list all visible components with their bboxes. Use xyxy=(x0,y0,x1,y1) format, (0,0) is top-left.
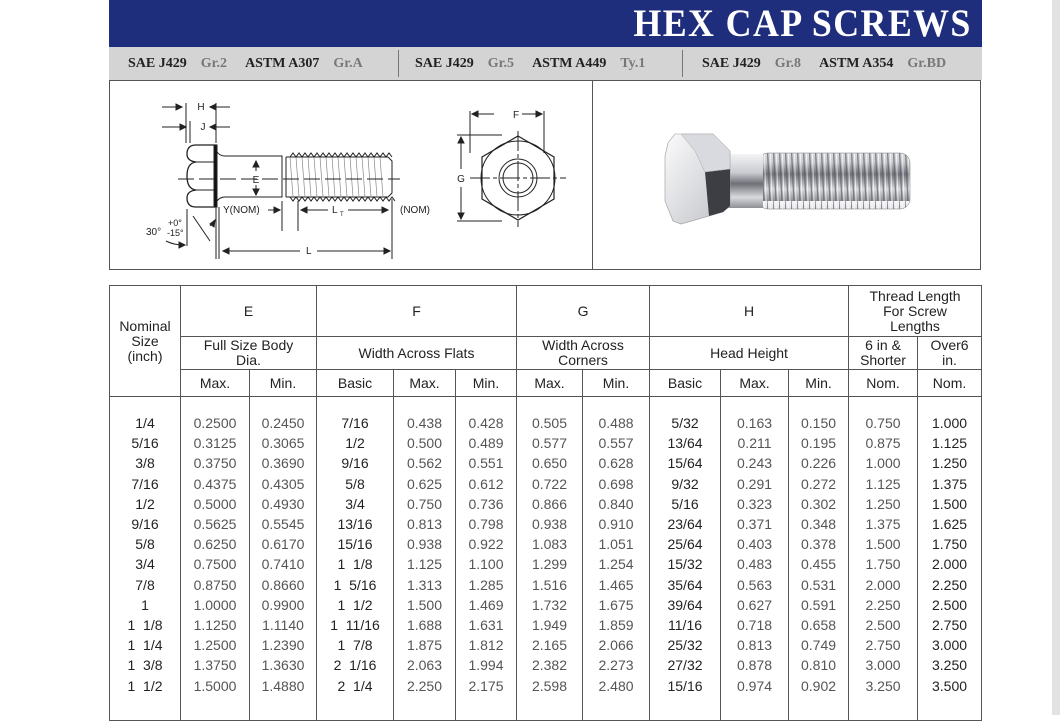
header-nominal-size: Nominal Size (inch) xyxy=(110,286,181,397)
cell-f-min: 0.489 xyxy=(456,433,517,453)
svg-text:G: G xyxy=(457,174,465,185)
svg-text:L: L xyxy=(306,246,312,257)
cell-thread-over6: 3.250 xyxy=(918,655,982,675)
cell-g-max: 2.382 xyxy=(517,655,583,675)
cell-e-min: 0.4930 xyxy=(250,494,317,514)
cell-f-min: 0.922 xyxy=(456,534,517,554)
col-header: Min. xyxy=(789,370,849,397)
cell-g-max: 1.949 xyxy=(517,615,583,635)
cell-f-basic: 2 1/4 xyxy=(317,675,394,695)
cell-thread-6in: 2.000 xyxy=(849,575,918,595)
cell-f-basic: 5/8 xyxy=(317,474,394,494)
bolt-dimension-drawing xyxy=(110,81,592,271)
subheader-width-corners: Width Across Corners xyxy=(517,337,650,370)
cell-nominal-size: 7/16 xyxy=(110,474,181,494)
cell-h-min: 0.195 xyxy=(789,433,849,453)
cell-f-max: 0.438 xyxy=(394,413,456,433)
cell-f-max: 1.313 xyxy=(394,575,456,595)
svg-text:J: J xyxy=(200,122,206,133)
spec-grade: Ty.1 xyxy=(620,55,646,71)
col-header: Max. xyxy=(394,370,456,397)
spec-group-3 xyxy=(702,47,964,80)
cell-e-min: 0.7410 xyxy=(250,554,317,574)
cell-nominal-size: 5/16 xyxy=(110,433,181,453)
cell-e-max: 0.5625 xyxy=(181,514,250,534)
cell-h-max: 0.813 xyxy=(721,635,789,655)
cell-thread-6in: 3.250 xyxy=(849,675,918,695)
cell-h-max: 0.878 xyxy=(721,655,789,675)
cell-thread-6in: 1.750 xyxy=(849,554,918,574)
cell-thread-6in: 1.125 xyxy=(849,474,918,494)
cell-f-basic: 1 11/16 xyxy=(317,615,394,635)
cell-g-max: 1.516 xyxy=(517,575,583,595)
spec-standard: ASTM A307 xyxy=(245,55,320,71)
cell-f-max: 0.562 xyxy=(394,453,456,473)
table-row xyxy=(110,635,982,655)
cell-thread-6in: 1.375 xyxy=(849,514,918,534)
cell-nominal-size: 3/8 xyxy=(110,453,181,473)
cell-thread-6in: 2.250 xyxy=(849,595,918,615)
svg-text:H: H xyxy=(197,102,205,113)
cell-g-min: 0.698 xyxy=(583,474,650,494)
cell-nominal-size: 1 1/8 xyxy=(110,615,181,635)
table-row xyxy=(110,494,982,514)
col-header: Min. xyxy=(583,370,650,397)
spec-bar xyxy=(109,47,982,80)
cell-nominal-size: 1 xyxy=(110,595,181,615)
cell-e-max: 0.3750 xyxy=(181,453,250,473)
cell-h-basic: 15/64 xyxy=(650,453,721,473)
cell-f-basic: 2 1/16 xyxy=(317,655,394,675)
cell-g-min: 2.480 xyxy=(583,675,650,695)
col-header: Max. xyxy=(721,370,789,397)
cell-f-basic: 1 1/2 xyxy=(317,595,394,615)
cell-nominal-size: 1 1/4 xyxy=(110,635,181,655)
cell-e-min: 1.3630 xyxy=(250,655,317,675)
cell-nominal-size: 1/2 xyxy=(110,494,181,514)
cell-h-basic: 25/32 xyxy=(650,635,721,655)
svg-text:(NOM): (NOM) xyxy=(400,205,430,216)
spec-standard: ASTM A354 xyxy=(819,55,894,71)
spec-grade: Gr.8 xyxy=(774,55,802,71)
cell-g-min: 1.254 xyxy=(583,554,650,574)
table-row xyxy=(110,675,982,695)
cell-g-min: 1.859 xyxy=(583,615,650,635)
cell-f-min: 1.994 xyxy=(456,655,517,675)
cell-h-min: 0.150 xyxy=(789,413,849,433)
cell-thread-6in: 3.000 xyxy=(849,655,918,675)
cell-h-min: 0.749 xyxy=(789,635,849,655)
cell-g-min: 0.840 xyxy=(583,494,650,514)
cell-f-min: 0.428 xyxy=(456,413,517,433)
cell-f-min: 1.631 xyxy=(456,615,517,635)
subheader-width-flats: Width Across Flats xyxy=(317,337,517,370)
cell-h-max: 0.974 xyxy=(721,675,789,695)
cell-f-min: 0.612 xyxy=(456,474,517,494)
cell-f-max: 2.250 xyxy=(394,675,456,695)
spec-standard: SAE J429 xyxy=(128,55,187,71)
diagram-panel xyxy=(109,80,981,270)
svg-text:T: T xyxy=(340,212,344,218)
cell-f-basic: 1/2 xyxy=(317,433,394,453)
cell-thread-over6: 2.000 xyxy=(918,554,982,574)
title-banner xyxy=(109,0,982,47)
cell-h-basic: 13/64 xyxy=(650,433,721,453)
table-body xyxy=(110,397,982,721)
cell-f-basic: 1 7/8 xyxy=(317,635,394,655)
cell-h-max: 0.163 xyxy=(721,413,789,433)
cell-thread-over6: 1.750 xyxy=(918,534,982,554)
cell-f-max: 0.938 xyxy=(394,534,456,554)
cell-f-basic: 1 1/8 xyxy=(317,554,394,574)
cell-h-max: 0.323 xyxy=(721,494,789,514)
header-e: E xyxy=(181,286,317,337)
cell-thread-over6: 2.250 xyxy=(918,575,982,595)
cell-thread-over6: 3.000 xyxy=(918,635,982,655)
cell-e-min: 1.2390 xyxy=(250,635,317,655)
cell-g-min: 2.273 xyxy=(583,655,650,675)
cell-thread-6in: 1.250 xyxy=(849,494,918,514)
cell-g-min: 0.557 xyxy=(583,433,650,453)
cell-e-min: 1.1140 xyxy=(250,615,317,635)
cell-e-max: 0.6250 xyxy=(181,534,250,554)
svg-text:+0°: +0° xyxy=(168,218,182,228)
cell-e-min: 1.4880 xyxy=(250,675,317,695)
cell-h-max: 0.718 xyxy=(721,615,789,635)
table-row xyxy=(110,433,982,453)
cell-g-min: 1.675 xyxy=(583,595,650,615)
spec-grade: Gr.BD xyxy=(907,55,947,71)
cell-g-max: 2.598 xyxy=(517,675,583,695)
cell-h-min: 0.455 xyxy=(789,554,849,574)
spec-group-1 xyxy=(128,47,381,80)
cell-h-min: 0.348 xyxy=(789,514,849,534)
cell-h-basic: 15/32 xyxy=(650,554,721,574)
cell-g-max: 0.505 xyxy=(517,413,583,433)
cell-f-max: 1.875 xyxy=(394,635,456,655)
spec-standard: SAE J429 xyxy=(702,55,761,71)
cell-thread-over6: 2.750 xyxy=(918,615,982,635)
cell-h-max: 0.403 xyxy=(721,534,789,554)
cell-g-max: 0.866 xyxy=(517,494,583,514)
cell-f-min: 2.175 xyxy=(456,675,517,695)
cell-nominal-size: 1/4 xyxy=(110,413,181,433)
svg-text:L: L xyxy=(332,205,338,216)
svg-text:Y(NOM): Y(NOM) xyxy=(223,205,260,216)
svg-text:30°: 30° xyxy=(146,227,162,238)
cell-g-max: 0.577 xyxy=(517,433,583,453)
cell-h-max: 0.627 xyxy=(721,595,789,615)
cell-f-min: 1.812 xyxy=(456,635,517,655)
cell-h-min: 0.302 xyxy=(789,494,849,514)
cell-e-min: 0.5545 xyxy=(250,514,317,534)
table-row xyxy=(110,655,982,675)
col-header: Min. xyxy=(250,370,317,397)
svg-text:-15°: -15° xyxy=(167,228,184,238)
header-f: F xyxy=(317,286,517,337)
cell-thread-6in: 1.500 xyxy=(849,534,918,554)
cell-h-max: 0.211 xyxy=(721,433,789,453)
col-header: Nom. xyxy=(918,370,982,397)
cell-h-max: 0.291 xyxy=(721,474,789,494)
cell-e-min: 0.6170 xyxy=(250,534,317,554)
cell-g-max: 1.732 xyxy=(517,595,583,615)
table-row xyxy=(110,595,982,615)
header-g: G xyxy=(517,286,650,337)
svg-text:E: E xyxy=(252,175,260,186)
table-end-row xyxy=(110,696,982,721)
cell-g-max: 2.165 xyxy=(517,635,583,655)
cell-e-max: 1.5000 xyxy=(181,675,250,695)
cell-h-min: 0.531 xyxy=(789,575,849,595)
spec-divider xyxy=(682,50,683,77)
cell-e-min: 0.8660 xyxy=(250,575,317,595)
cell-f-max: 0.625 xyxy=(394,474,456,494)
subheader-head-height: Head Height xyxy=(650,337,849,370)
cell-f-max: 2.063 xyxy=(394,655,456,675)
cell-g-min: 2.066 xyxy=(583,635,650,655)
cell-g-max: 1.083 xyxy=(517,534,583,554)
table-row xyxy=(110,514,982,534)
subheader-6in-shorter: 6 in & Shorter xyxy=(849,337,918,370)
cell-f-basic: 1 5/16 xyxy=(317,575,394,595)
cell-f-min: 0.798 xyxy=(456,514,517,534)
cell-g-min: 0.910 xyxy=(583,514,650,534)
cell-h-min: 0.902 xyxy=(789,675,849,695)
cell-thread-6in: 0.750 xyxy=(849,413,918,433)
table-row xyxy=(110,534,982,554)
cell-h-basic: 5/32 xyxy=(650,413,721,433)
cell-thread-over6: 1.500 xyxy=(918,494,982,514)
col-header: Basic xyxy=(317,370,394,397)
cell-thread-over6: 1.625 xyxy=(918,514,982,534)
col-header: Max. xyxy=(181,370,250,397)
table-row xyxy=(110,413,982,433)
spec-standard: SAE J429 xyxy=(415,55,474,71)
cell-f-basic: 15/16 xyxy=(317,534,394,554)
cell-f-max: 1.125 xyxy=(394,554,456,574)
cell-g-min: 1.051 xyxy=(583,534,650,554)
cell-e-min: 0.2450 xyxy=(250,413,317,433)
cell-thread-over6: 1.250 xyxy=(918,453,982,473)
spec-divider xyxy=(398,50,399,77)
cell-e-min: 0.9900 xyxy=(250,595,317,615)
table-row xyxy=(110,554,982,574)
cell-h-basic: 35/64 xyxy=(650,575,721,595)
cell-h-basic: 11/16 xyxy=(650,615,721,635)
cell-thread-over6: 2.500 xyxy=(918,595,982,615)
header-thread-length: Thread Length For Screw Lengths xyxy=(849,286,982,337)
cell-thread-over6: 3.500 xyxy=(918,675,982,695)
spec-grade: Gr.A xyxy=(333,55,363,71)
cell-f-basic: 3/4 xyxy=(317,494,394,514)
cell-e-max: 1.3750 xyxy=(181,655,250,675)
cell-f-max: 0.750 xyxy=(394,494,456,514)
cell-f-max: 0.500 xyxy=(394,433,456,453)
cell-h-max: 0.371 xyxy=(721,514,789,534)
cell-g-max: 0.938 xyxy=(517,514,583,534)
cell-f-min: 1.100 xyxy=(456,554,517,574)
spec-grade: Gr.2 xyxy=(200,55,228,71)
cell-g-min: 0.488 xyxy=(583,413,650,433)
cell-h-basic: 27/32 xyxy=(650,655,721,675)
cell-h-min: 0.226 xyxy=(789,453,849,473)
cell-nominal-size: 3/4 xyxy=(110,554,181,574)
cell-f-basic: 7/16 xyxy=(317,413,394,433)
table-row xyxy=(110,474,982,494)
spec-group-2 xyxy=(415,47,663,80)
cell-f-min: 0.736 xyxy=(456,494,517,514)
cell-e-max: 0.8750 xyxy=(181,575,250,595)
cell-h-basic: 9/32 xyxy=(650,474,721,494)
cell-h-min: 0.378 xyxy=(789,534,849,554)
cell-f-max: 1.688 xyxy=(394,615,456,635)
cell-e-max: 1.2500 xyxy=(181,635,250,655)
cell-thread-6in: 2.500 xyxy=(849,615,918,635)
cell-thread-over6: 1.125 xyxy=(918,433,982,453)
cell-e-max: 0.4375 xyxy=(181,474,250,494)
spec-standard: ASTM A449 xyxy=(532,55,607,71)
cell-nominal-size: 1 1/2 xyxy=(110,675,181,695)
cell-thread-over6: 1.375 xyxy=(918,474,982,494)
cell-h-min: 0.658 xyxy=(789,615,849,635)
cell-h-basic: 25/64 xyxy=(650,534,721,554)
subheader-body-dia: Full Size Body Dia. xyxy=(181,337,317,370)
cell-f-min: 1.285 xyxy=(456,575,517,595)
dimension-table xyxy=(109,285,982,721)
cell-e-max: 0.5000 xyxy=(181,494,250,514)
cell-g-min: 0.628 xyxy=(583,453,650,473)
cell-nominal-size: 1 3/8 xyxy=(110,655,181,675)
cell-e-max: 0.7500 xyxy=(181,554,250,574)
cell-g-min: 1.465 xyxy=(583,575,650,595)
subheader-over-6in: Over6 in. xyxy=(918,337,982,370)
svg-text:F: F xyxy=(512,110,520,121)
table-row xyxy=(110,453,982,473)
cell-e-min: 0.3065 xyxy=(250,433,317,453)
cell-e-min: 0.4305 xyxy=(250,474,317,494)
cell-f-max: 1.500 xyxy=(394,595,456,615)
cell-e-max: 0.3125 xyxy=(181,433,250,453)
cell-h-max: 0.243 xyxy=(721,453,789,473)
cell-g-max: 0.722 xyxy=(517,474,583,494)
table-row xyxy=(110,615,982,635)
cell-f-min: 0.551 xyxy=(456,453,517,473)
cell-thread-over6: 1.000 xyxy=(918,413,982,433)
cell-e-max: 1.1250 xyxy=(181,615,250,635)
cell-thread-6in: 2.750 xyxy=(849,635,918,655)
page-title: HEX CAP SCREWS xyxy=(633,2,972,45)
cell-nominal-size: 9/16 xyxy=(110,514,181,534)
cell-nominal-size: 7/8 xyxy=(110,575,181,595)
cell-g-max: 0.650 xyxy=(517,453,583,473)
cell-h-max: 0.483 xyxy=(721,554,789,574)
table-row xyxy=(110,575,982,595)
cell-thread-6in: 0.875 xyxy=(849,433,918,453)
cell-nominal-size: 5/8 xyxy=(110,534,181,554)
cell-e-max: 0.2500 xyxy=(181,413,250,433)
cell-h-basic: 23/64 xyxy=(650,514,721,534)
cell-e-max: 1.0000 xyxy=(181,595,250,615)
page-edge-strip xyxy=(1052,0,1060,715)
cell-h-min: 0.810 xyxy=(789,655,849,675)
cell-h-basic: 39/64 xyxy=(650,595,721,615)
cell-h-max: 0.563 xyxy=(721,575,789,595)
cell-h-min: 0.272 xyxy=(789,474,849,494)
cell-thread-6in: 1.000 xyxy=(849,453,918,473)
cell-h-basic: 5/16 xyxy=(650,494,721,514)
cell-f-min: 1.469 xyxy=(456,595,517,615)
cell-h-min: 0.591 xyxy=(789,595,849,615)
col-header: Max. xyxy=(517,370,583,397)
col-header: Basic xyxy=(650,370,721,397)
spec-grade: Gr.5 xyxy=(487,55,515,71)
cell-f-basic: 13/16 xyxy=(317,514,394,534)
cell-h-basic: 15/16 xyxy=(650,675,721,695)
cell-f-basic: 9/16 xyxy=(317,453,394,473)
hex-cap-screw-photo xyxy=(593,81,981,269)
cell-e-min: 0.3690 xyxy=(250,453,317,473)
header-h: H xyxy=(650,286,849,337)
cell-g-max: 1.299 xyxy=(517,554,583,574)
col-header: Min. xyxy=(456,370,517,397)
cell-f-max: 0.813 xyxy=(394,514,456,534)
col-header: Nom. xyxy=(849,370,918,397)
